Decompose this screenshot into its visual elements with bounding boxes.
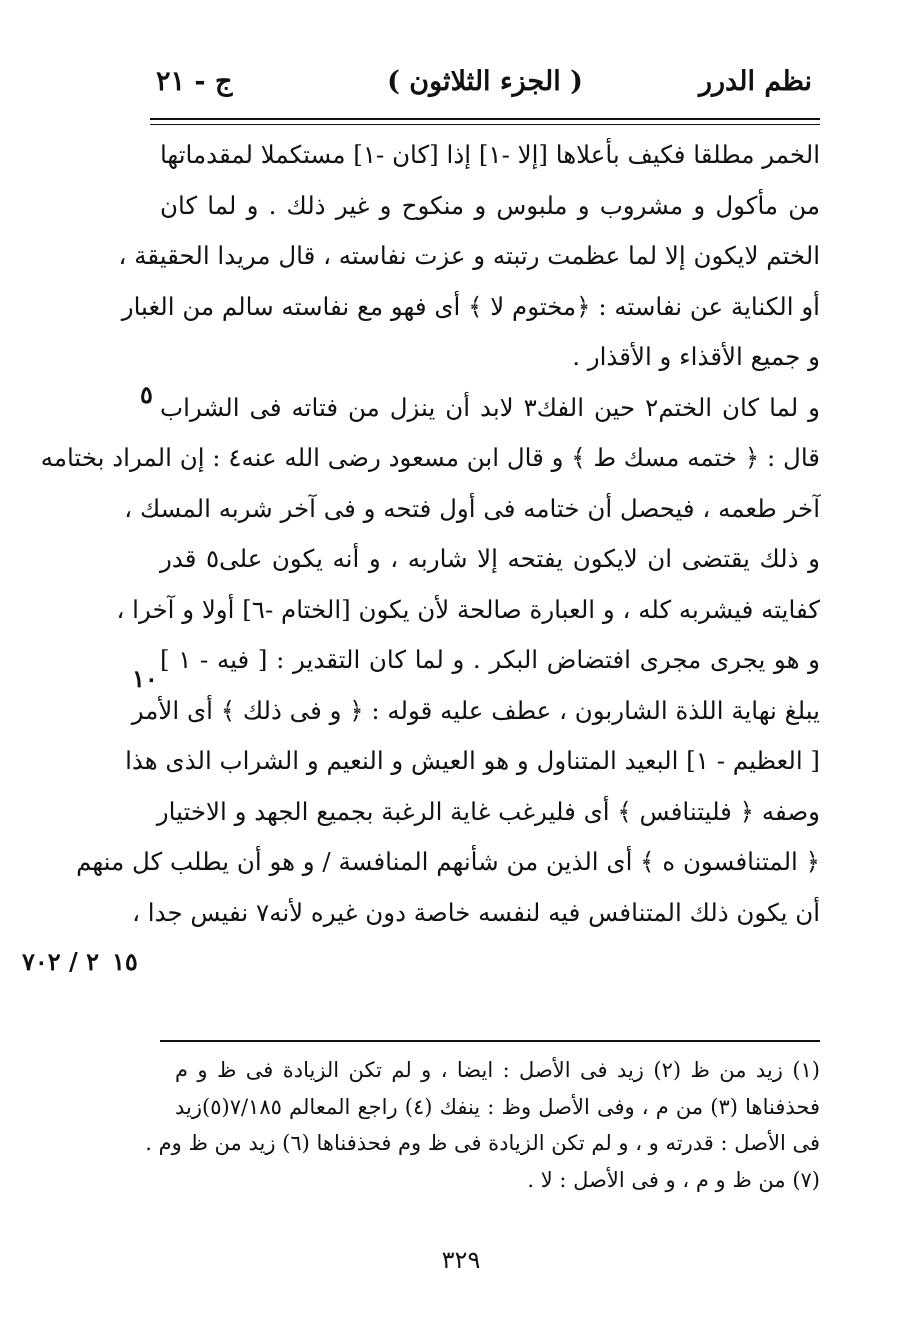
header-rule-top [150, 118, 820, 120]
text-line: قال : ﴿ ختمه مسك ط ﴾ و قال ابن مسعود رضى الله عنه٤ : إن المراد بختامه [40, 443, 820, 472]
text-line: الختم لايكون إلا لما عظمت رتبته و عزت نفاسته ، قال مريدا الحقيقة ، [118, 241, 820, 270]
volume-number: ج - ٢١ [156, 66, 233, 97]
text-line: و لما كان الختم٢ حين الفك٣ لابد أن ينزل من فتاته فى الشراب [160, 392, 821, 422]
line-number-5: ٥ [140, 380, 153, 409]
text-line: [ العظيم - ١] البعيد المتناول و هو العيش و النعيم و الشراب الذى هذا [125, 746, 820, 775]
text-line: أو الكناية عن نفاسته : ﴿مختوم لا ﴾ أى فهو مع نفاسته سالم من الغبار [121, 291, 820, 321]
text-line: آخر طعمه ، فيحصل أن ختامه فى أول فتحه و فى آخر شربه المسك ، [124, 493, 820, 523]
text-line: يبلغ نهاية اللذة الشاربون ، عطف عليه قوله : ﴿ و فى ذلك ﴾ أى الأمر [131, 695, 820, 725]
running-title: نظم الدرر [698, 66, 812, 97]
footnote-divider [160, 1040, 820, 1042]
footnote-line: فحذفناها (٣) من م ، وفى الأصل وظ : ينفك (٤) راجع المعالم ٧/١٨٥(٥)زيد [175, 1094, 820, 1119]
footnote-line: (١) زيد من ظ (٢) زيد فى الأصل : ايضا ، و لم تكن الزيادة فى ظ و م [175, 1058, 820, 1082]
manuscript-folio-ref: ٢ / ٧٠٢ [22, 947, 100, 976]
footnote-line: (٧) من ظ و م ، و فى الأصل : لا . [527, 1167, 820, 1192]
page-number: ٣٢٩ [441, 1246, 481, 1274]
footnotes [145, 1052, 820, 1198]
page-header [150, 66, 820, 110]
line-number-10: ١٠ [132, 664, 158, 693]
text-line: أن يكون ذلك المتنافس فيه لنفسه خاصة دون غيره لأنه٧ نفيس جدا ، [132, 897, 820, 927]
text-line: و ذلك يقتضى ان لايكون يفتحه إلا شاربه ، و أنه يكون على٥ قدر [160, 544, 820, 573]
text-line: الخمر مطلقا فكيف بأعلاها [إلا -١] إذا [كان -١] مستكملا لمقدماتها [159, 140, 820, 169]
line-number-15: ١٥ [112, 947, 138, 976]
footnote-line: فى الأصل : قدرته و ، و لم تكن الزيادة فى ظ وم فحذفناها (٦) زيد من ظ وم . [145, 1131, 820, 1155]
text-line: وصفه ﴿ فليتنافس ﴾ أى فليرغب غاية الرغبة بجميع الجهد و الاختيار [156, 796, 820, 826]
part-title: ( الجزء الثلاثون ) [387, 66, 583, 97]
header-rule-bottom [150, 124, 820, 125]
text-line: و جميع الأقذاء و الأقذار . [572, 342, 820, 371]
text-line: و هو يجرى مجرى افتضاض البكر . و لما كان التقدير : [ فيه - ١ ] [160, 645, 820, 674]
text-line: ﴿ المتنافسون ه ﴾ أى الذين من شأنهم المنافسة / و هو أن يطلب كل منهم [76, 847, 820, 876]
text-line: كفايته فيشربه كله ، و العبارة صالحة لأن يكون [الختام -٦] أولا و آخرا ، [116, 594, 820, 624]
text-line: من مأكول و مشروب و ملبوس و منكوح و غير ذلك . و لما كان [160, 190, 820, 220]
